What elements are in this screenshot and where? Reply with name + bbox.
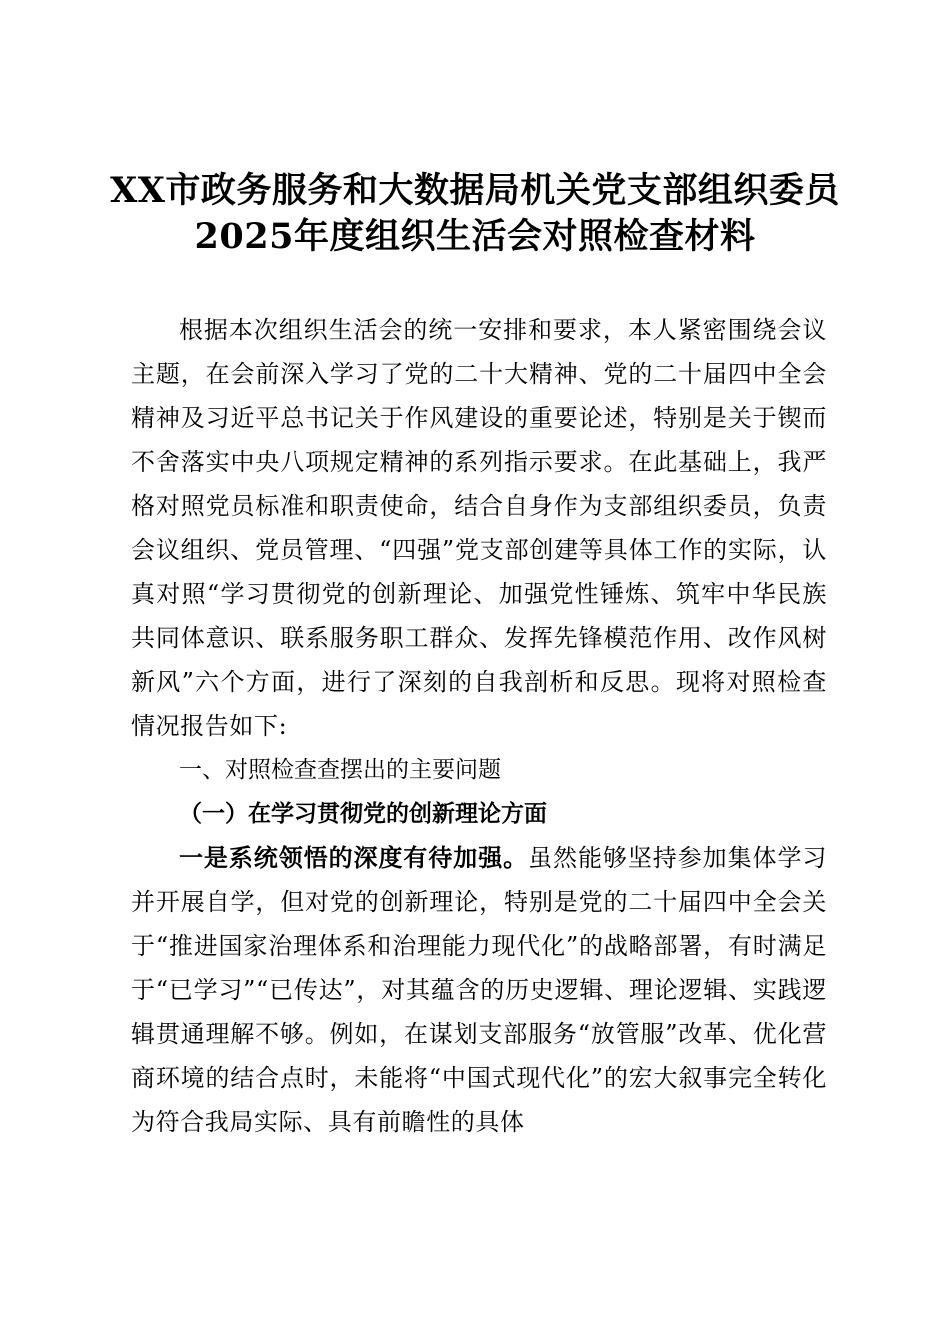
point-lead: 一是系统领悟的深度有待加强。 — [179, 843, 529, 872]
intro-paragraph: 根据本次组织生活会的统一安排和要求，本人紧密围绕会议主题，在会前深入学习了党的二十大精神、党的二十届四中全会精神及习近平总书记关于作风建设的重要论述，特别是关于锲而不舍落实中央八项规定精神的系列指示要求。在此基础上，我严格对照党员标准和职责使命，结合自身作为支部组织委员，负责会议组织、党员管理、“四强”党支部创建等具体工作的实际，认真对照“学习贯彻党的创新理论、加强党性锤炼、筑牢中华民族共同体意识、联系服务职工群众、发挥先锋模范作用、改作风树新风”六个方面，进行了深刻的自我剖析和反思。现将对照检查情况报告如下: — [131, 316, 827, 740]
subsection-heading: （一）在学习贯彻党的创新理论方面 — [179, 800, 547, 827]
point-text: 虽然能够坚持参加集体学习并开展自学，但对党的创新理论，特别是党的二十届四中全会关于“推进国家治理体系和治理能力现代化”的战略部署，有时满足于“已学习”“已传达”，对其蕴含的历史逻辑、理论逻辑、实践逻辑贯通理解不够。例如，在谋划支部服务“放管服”改革、优化营商环境的结合点时，未能将“中国式现代化”的宏大叙事完全转化为符合我局实际、具有前瞻性的具体 — [131, 844, 828, 1136]
document-title: XX市政务服务和大数据局机关党支部组织委员2025年度组织生活会对照检查材料 — [110, 170, 840, 257]
section-heading: 一、对照检查查摆出的主要问题 — [179, 757, 501, 783]
document-body — [131, 308, 827, 1144]
point-paragraph — [131, 836, 827, 1144]
